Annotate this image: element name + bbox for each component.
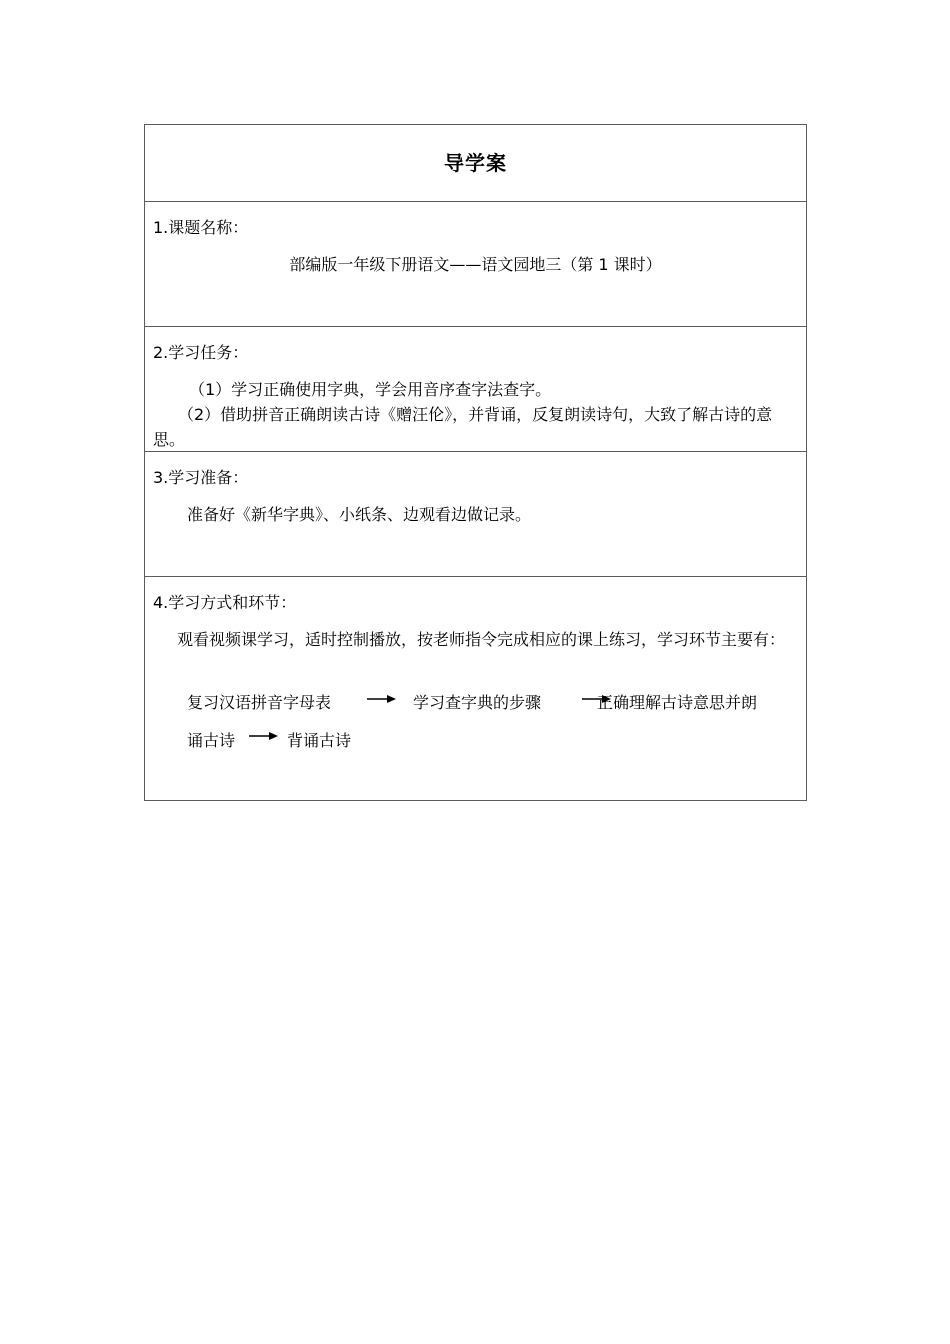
right-arrow-icon — [367, 693, 397, 705]
tasks-section — [145, 326, 806, 451]
method-intro: 观看视频课学习，适时控制播放，按老师指令完成相应的课上练习，学习环节主要有： — [177, 630, 786, 649]
course-heading: 1.课题名称： — [153, 218, 249, 237]
flow-step: 学习查字典的步骤 — [413, 693, 542, 712]
preparation-section — [145, 451, 806, 576]
method-section — [145, 576, 806, 800]
flow-step: 诵古诗 — [187, 731, 236, 750]
page-title: 导学案 — [444, 150, 507, 175]
course-name: 部编版一年级下册语文——语文园地三（第 1 课时） — [289, 255, 662, 274]
task-item: （1）学习正确使用字典，学会用音序查字法查字。 — [189, 380, 552, 399]
preparation-text: 准备好《新华字典》、小纸条、边观看边做记录。 — [187, 505, 532, 524]
task-item: （2）借助拼音正确朗读古诗《赠汪伦》，并背诵，反复朗读诗句，大致了解古诗的意思。 — [153, 405, 773, 449]
tasks-heading: 2.学习任务： — [153, 343, 249, 362]
method-heading: 4.学习方式和环节： — [153, 593, 297, 612]
right-arrow-icon — [249, 730, 279, 742]
title-row — [145, 125, 806, 201]
flow-step: 复习汉语拼音字母表 — [187, 693, 332, 712]
flow-step: 正确理解古诗意思并朗 — [597, 693, 758, 712]
study-guide-table — [144, 124, 807, 801]
preparation-heading: 3.学习准备： — [153, 468, 249, 487]
course-section — [145, 201, 806, 326]
flow-step: 背诵古诗 — [287, 731, 352, 750]
